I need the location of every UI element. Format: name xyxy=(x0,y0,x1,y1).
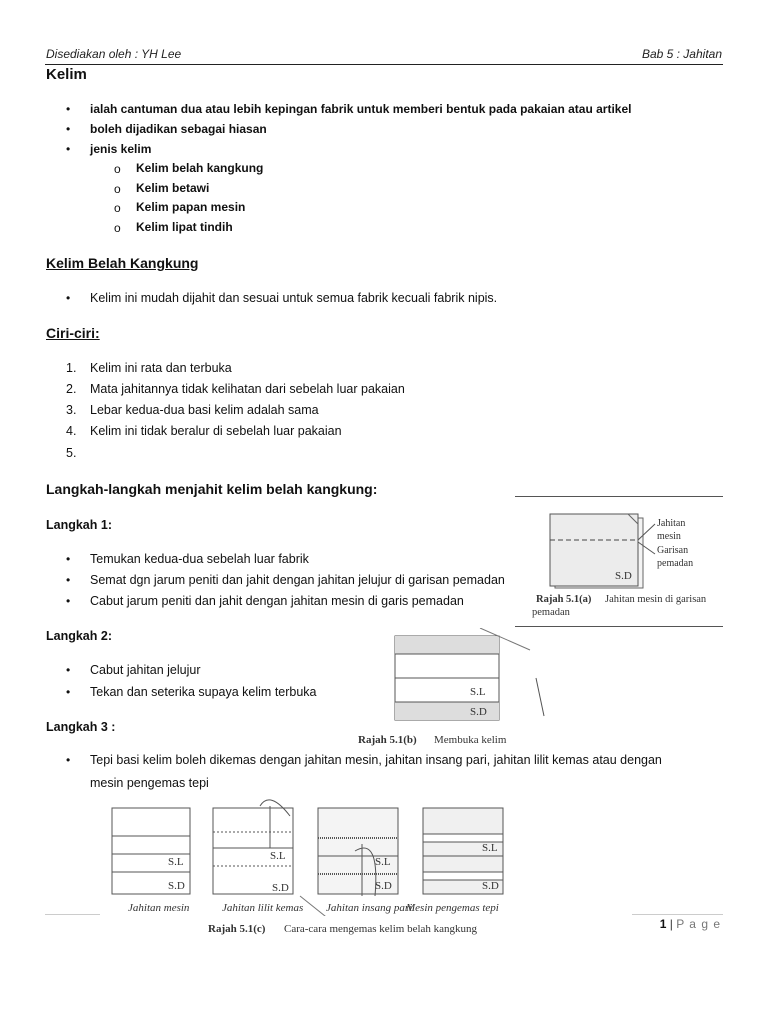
header-rule xyxy=(45,64,723,65)
label-sd: S.D xyxy=(168,880,185,892)
label-sd: S.D xyxy=(615,570,632,582)
step-label: Langkah 3 : xyxy=(46,720,116,734)
sub-list-item: Kelim betawi xyxy=(136,181,210,195)
label-sd: S.D xyxy=(272,882,289,894)
bullet-icon: • xyxy=(66,102,71,116)
page-number: 1 | P a g e xyxy=(659,917,721,931)
figure-caption-number: Rajah 5.1(b) xyxy=(358,734,417,746)
label-sl: S.L xyxy=(375,856,391,868)
list-item: Tekan dan seterika supaya kelim terbuka xyxy=(90,685,317,699)
list-item: Temukan kedua-dua sebelah luar fabrik xyxy=(90,552,309,566)
list-item: Cabut jahitan jelujur xyxy=(90,663,201,677)
item-number: 2. xyxy=(66,382,77,396)
label-jahitan: Jahitan xyxy=(657,518,686,529)
list-item: Mata jahitannya tidak kelihatan dari sebelah luar pakaian xyxy=(90,382,405,396)
panel-label: Jahitan mesin xyxy=(128,902,190,914)
label-sl: S.L xyxy=(270,850,286,862)
section-title-langkah: Langkah-langkah menjahit kelim belah kangkung: xyxy=(46,481,378,497)
list-item: Kelim ini mudah dijahit dan sesuai untuk semua fabrik kecuali fabrik nipis. xyxy=(90,291,498,305)
figure-caption-number: Rajah 5.1(a) xyxy=(536,594,592,605)
footer-rule xyxy=(632,914,723,915)
label-sd: S.D xyxy=(482,880,499,892)
circle-bullet-icon: o xyxy=(114,162,121,176)
bullet-icon: • xyxy=(66,685,71,699)
figure-caption-number: Rajah 5.1(c) xyxy=(208,923,266,935)
step-label: Langkah 1: xyxy=(46,518,112,532)
sub-list-item: Kelim belah kangkung xyxy=(136,161,264,175)
bullet-icon: • xyxy=(66,663,71,677)
bullet-icon: • xyxy=(66,573,71,587)
bullet-icon: • xyxy=(66,753,71,767)
item-number: 4. xyxy=(66,424,77,438)
list-item: Tepi basi kelim boleh dikemas dengan jahitan mesin, jahitan insang pari, jahitan lilit kemas atau dengan xyxy=(90,753,662,767)
item-number: 5. xyxy=(66,446,77,460)
figure-caption: Jahitan mesin di garisan xyxy=(605,594,707,605)
list-item: Kelim ini rata dan terbuka xyxy=(90,361,232,375)
label-sl: S.L xyxy=(470,686,486,698)
circle-bullet-icon: o xyxy=(114,221,121,235)
list-item: Kelim ini tidak beralur di sebelah luar pakaian xyxy=(90,424,342,438)
panel-label: Jahitan lilit kemas xyxy=(222,902,304,914)
figure-caption: Membuka kelim xyxy=(434,734,507,746)
figure-5-1b xyxy=(340,628,560,750)
item-number: 1. xyxy=(66,361,77,375)
page-num: 1 xyxy=(659,917,667,931)
label-garisan: Garisan xyxy=(657,545,689,556)
list-item-continuation: mesin pengemas tepi xyxy=(90,776,209,790)
open-seam-diagram xyxy=(340,628,560,728)
panel-label: Jahitan insang pari xyxy=(326,902,413,914)
footer-rule xyxy=(45,914,100,915)
panel-label: Mesin pengemas tepi xyxy=(406,902,499,914)
header-left: Disediakan oleh : YH Lee xyxy=(46,47,182,61)
circle-bullet-icon: o xyxy=(114,182,121,196)
bullet-icon: • xyxy=(66,291,71,305)
figure-caption-cont: pemadan xyxy=(532,607,570,618)
circle-bullet-icon: o xyxy=(114,201,121,215)
bullet-icon: • xyxy=(66,142,71,156)
sub-list-item: Kelim lipat tindih xyxy=(136,220,233,234)
list-item: Semat dgn jarum peniti dan jahit dengan jahitan jelujur di garisan pemadan xyxy=(90,573,505,587)
section-title-kelim: Kelim xyxy=(46,66,87,83)
list-item: jenis kelim xyxy=(90,142,152,156)
list-item: Lebar kedua-dua basi kelim adalah sama xyxy=(90,403,319,417)
bullet-icon: • xyxy=(66,122,71,136)
label-sl: S.L xyxy=(168,856,184,868)
section-title-kelim-belah-kangkung: Kelim Belah Kangkung xyxy=(46,255,199,271)
header-right: Bab 5 : Jahitan xyxy=(641,47,722,61)
sub-list-item: Kelim papan mesin xyxy=(136,200,246,214)
item-number: 3. xyxy=(66,403,77,417)
figure-caption: Cara-cara mengemas kelim belah kangkung xyxy=(284,923,478,935)
bullet-icon: • xyxy=(66,552,71,566)
label-mesin: mesin xyxy=(657,531,681,542)
label-sd: S.D xyxy=(375,880,392,892)
list-item: ialah cantuman dua atau lebih kepingan fabrik untuk memberi bentuk pada pakaian atau artikel xyxy=(90,102,632,116)
figure-5-1a xyxy=(515,496,725,628)
page-label: P a g e xyxy=(676,917,721,931)
label-sd: S.D xyxy=(470,706,487,718)
list-item: Cabut jarum peniti dan jahit dengan jahitan mesin di garis pemadan xyxy=(90,594,464,608)
section-title-ciri-ciri: Ciri-ciri: xyxy=(46,325,100,341)
bullet-icon: • xyxy=(66,594,71,608)
label-pemadan: pemadan xyxy=(657,558,694,569)
step-label: Langkah 2: xyxy=(46,629,112,643)
list-item: boleh dijadikan sebagai hiasan xyxy=(90,122,267,136)
label-sl: S.L xyxy=(482,842,498,854)
figure-5-1c xyxy=(100,796,632,944)
